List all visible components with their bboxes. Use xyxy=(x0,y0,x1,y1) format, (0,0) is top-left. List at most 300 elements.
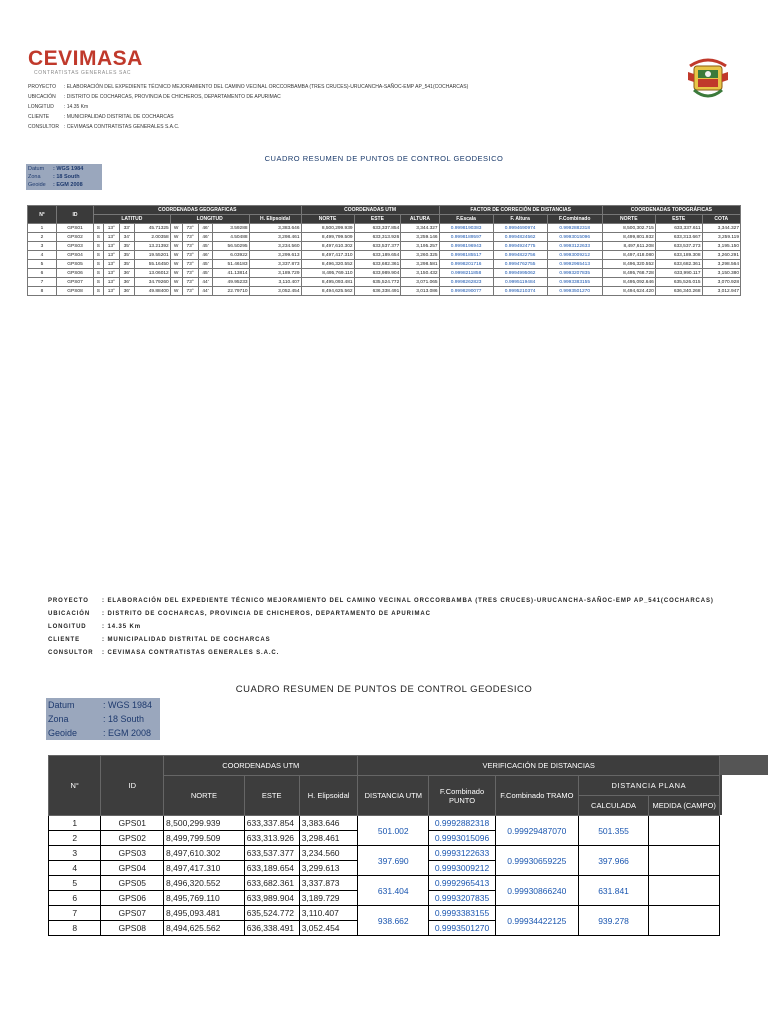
cell-fcombinado: 0.9993383155 xyxy=(547,278,602,287)
col-n: N° xyxy=(49,756,101,816)
cell-id: GPS02 xyxy=(101,831,164,846)
cell-tnorte: 8,497,418.080 xyxy=(602,251,655,260)
cell-lon-sec: 51.46183 xyxy=(213,260,249,269)
col-verification: VERIFICACIÓN DE DISTANCIAS xyxy=(358,756,720,776)
info-row xyxy=(28,124,468,130)
cell-este: 635,524.772 xyxy=(244,906,299,921)
cell-id: GPS05 xyxy=(57,260,94,269)
cell-lon-deg: 73° xyxy=(182,260,198,269)
cell-norte: 8,495,769.110 xyxy=(164,891,245,906)
cell-este: 633,682.361 xyxy=(354,260,401,269)
info-row xyxy=(48,636,714,644)
cell-fescala: 0.9998185517 xyxy=(439,251,493,260)
table-row xyxy=(28,242,741,251)
cell-lat-deg: 13° xyxy=(103,278,119,287)
col-altura: ALTURA xyxy=(401,215,439,224)
datum-value: : EGM 2008 xyxy=(103,728,152,738)
cell-he: 3,189.729 xyxy=(299,891,358,906)
cell-lat-min: 35' xyxy=(119,251,134,260)
info-label: CONSULTOR xyxy=(48,650,94,656)
info-value: : CEVIMASA CONTRATISTAS GENERALES S.A.C. xyxy=(102,650,280,656)
cell-este: 633,313.926 xyxy=(354,233,401,242)
table-row xyxy=(49,846,720,861)
cell-n: 5 xyxy=(49,876,101,891)
col-este: ESTE xyxy=(244,776,299,816)
col-norte: NORTE xyxy=(301,215,354,224)
cell-lon-deg: 73° xyxy=(182,278,198,287)
cell-medida xyxy=(649,876,720,906)
cell-n: 4 xyxy=(28,251,57,260)
cell-este: 633,313.926 xyxy=(244,831,299,846)
cell-n: 6 xyxy=(49,891,101,906)
info-value: : CEVIMASA CONTRATISTAS GENERALES S.A.C. xyxy=(64,124,180,130)
cell-lon-hem: W xyxy=(170,287,182,296)
cell-lon-hem: W xyxy=(170,278,182,287)
cell-altura: 3,195.257 xyxy=(401,242,439,251)
table-row xyxy=(49,876,720,891)
cell-lat-deg: 13° xyxy=(103,251,119,260)
col-lat: LATITUD xyxy=(94,215,171,224)
cell-lat-sec: 49.88400 xyxy=(134,287,170,296)
cell-lat-deg: 13° xyxy=(103,287,119,296)
info-row xyxy=(28,84,468,90)
cell-lon-hem: W xyxy=(170,251,182,260)
cell-lat-sec: 55.16450 xyxy=(134,260,170,269)
cell-este: 636,338.491 xyxy=(244,921,299,936)
info-value: : MUNICIPALIDAD DISTRITAL DE COCHARCAS xyxy=(102,637,271,643)
cell-este: 633,537.377 xyxy=(244,846,299,861)
col-factor: FACTOR DE CORRECIÓN DE DISTANCIAS xyxy=(439,206,602,215)
cell-fcomb-punto: 0.9993501270 xyxy=(429,921,496,936)
cell-cota: 3,012.947 xyxy=(702,287,740,296)
datum-box xyxy=(26,164,102,190)
info-value: : 14.35 Km xyxy=(102,624,142,630)
cell-altura: 3,071.065 xyxy=(401,278,439,287)
distance-table-body xyxy=(49,816,720,936)
cell-lat-deg: 13° xyxy=(103,260,119,269)
page-title: CUADRO RESUMEN DE PUNTOS DE CONTROL GEODESICO xyxy=(264,154,504,163)
cell-calculada: 397.966 xyxy=(578,846,649,876)
cell-lat-sec: 2.00358 xyxy=(134,233,170,242)
cell-este: 633,682.361 xyxy=(244,876,299,891)
cell-lat-sec: 19.55201 xyxy=(134,251,170,260)
cell-fcomb-tramo: 0.99930866240 xyxy=(495,876,578,906)
cell-id: GPS03 xyxy=(101,846,164,861)
logo-tagline: CONTRATISTAS GENERALES SAC xyxy=(34,70,132,76)
cell-norte: 8,496,320.552 xyxy=(164,876,245,891)
cell-teste: 636,340.268 xyxy=(655,287,702,296)
cell-n: 2 xyxy=(28,233,57,242)
cell-n: 1 xyxy=(49,816,101,831)
cell-fescala: 0.9998196943 xyxy=(439,242,493,251)
col-geo: COORDENADAS GEOGRAFICAS xyxy=(94,206,302,215)
cell-lon-sec: 49.95233 xyxy=(213,278,249,287)
info-value: : DISTRITO DE COCHARCAS, PROVINCIA DE CHICHEROS, DEPARTAMENTO DE APURIMAC xyxy=(102,611,431,617)
cell-calculada: 501.355 xyxy=(578,816,649,846)
cell-fcomb-punto: 0.9992882318 xyxy=(429,816,496,831)
cell-lat-hem: S xyxy=(94,233,104,242)
cell-id: GPS01 xyxy=(101,816,164,831)
cell-lon-min: 46' xyxy=(198,233,213,242)
info-row xyxy=(48,649,714,657)
datum-box-2 xyxy=(46,698,160,740)
datum-key: Zona xyxy=(48,714,69,724)
info-label: PROYECTO xyxy=(48,598,89,604)
info-value: : ELABORACIÓN DEL EXPEDIENTE TÉCNICO MEJORAMIENTO DEL CAMINO VECINAL ORCCORBAMBA (TRES CRUCES)-URUCANCHA-SAÑOC-EMP AP_541(COCHARCAS) xyxy=(102,598,714,604)
datum-value: : EGM 2008 xyxy=(53,182,83,188)
col-medida: MEDIDA (CAMPO) xyxy=(649,796,720,816)
cell-id: GPS06 xyxy=(101,891,164,906)
cell-fcomb-punto: 0.9993122633 xyxy=(429,846,496,861)
cell-fcomb-punto: 0.9992965413 xyxy=(429,876,496,891)
datum-value: : 18 South xyxy=(103,714,145,724)
col-dist-utm: DISTANCIA UTM xyxy=(358,776,429,816)
cell-id: GPS08 xyxy=(57,287,94,296)
table-row xyxy=(49,906,720,921)
cell-norte: 8,495,093.481 xyxy=(164,906,245,921)
municipal-seal-icon xyxy=(684,52,732,102)
cell-fcomb-punto: 0.9993009212 xyxy=(429,861,496,876)
cell-lon-sec: 41.13814 xyxy=(213,269,249,278)
cell-lat-min: 33' xyxy=(119,224,134,233)
col-fcomb-punto: F.Combinado PUNTO xyxy=(429,776,496,816)
cell-fcomb-punto: 0.9993015096 xyxy=(429,831,496,846)
cell-lon-min: 45' xyxy=(198,242,213,251)
cell-cota: 3,259.119 xyxy=(702,233,740,242)
cell-altura: 3,344.327 xyxy=(401,224,439,233)
cell-norte: 8,494,625.562 xyxy=(301,287,354,296)
cell-n: 5 xyxy=(28,260,57,269)
cell-teste: 635,526.015 xyxy=(655,278,702,287)
distance-verification-table xyxy=(48,755,720,936)
info-value: : DISTRITO DE COCHARCAS, PROVINCIA DE CHICHEROS, DEPARTAMENTO DE APURIMAC xyxy=(64,94,281,100)
cell-he: 3,337.873 xyxy=(299,876,358,891)
company-logo xyxy=(28,48,143,76)
cell-este: 633,989.904 xyxy=(244,891,299,906)
cell-medida xyxy=(649,846,720,876)
datum-key: Datum xyxy=(48,700,75,710)
cell-fcomb-punto: 0.9993207835 xyxy=(429,891,496,906)
cell-id: GPS07 xyxy=(57,278,94,287)
cell-fescala: 0.9998201716 xyxy=(439,260,493,269)
col-lon: LONGITUD xyxy=(170,215,249,224)
cell-cota: 3,070.928 xyxy=(702,278,740,287)
project-info xyxy=(28,84,468,130)
cell-n: 8 xyxy=(28,287,57,296)
cell-lon-hem: W xyxy=(170,269,182,278)
info-label: CLIENTE xyxy=(48,637,80,643)
cell-he: 3,299.613 xyxy=(299,861,358,876)
table-row xyxy=(28,287,741,296)
info-row xyxy=(48,623,714,631)
info-label: LONGITUD xyxy=(28,104,54,110)
cell-fcombinado: 0.9992965413 xyxy=(547,260,602,269)
info-label: UBICACIÓN xyxy=(48,611,91,617)
cell-faltura: 0.9994995062 xyxy=(493,269,547,278)
cell-lon-deg: 73° xyxy=(182,251,198,260)
cell-cota: 3,298.564 xyxy=(702,260,740,269)
cell-he: 3,110.407 xyxy=(299,906,358,921)
cell-lat-deg: 13° xyxy=(103,269,119,278)
cell-norte: 8,495,769.110 xyxy=(301,269,354,278)
col-este: ESTE xyxy=(354,215,401,224)
cell-fcomb-tramo: 0.99934422125 xyxy=(495,906,578,936)
cell-fcombinado: 0.9993122633 xyxy=(547,242,602,251)
cell-lat-deg: 13° xyxy=(103,224,119,233)
col-he: H. Elipsoidal xyxy=(299,776,358,816)
cell-he: 3,110.407 xyxy=(249,278,301,287)
cell-lon-min: 45' xyxy=(198,269,213,278)
logo-name: CEVIMASA xyxy=(28,47,143,70)
cell-he: 3,298.461 xyxy=(249,233,301,242)
cell-lat-hem: S xyxy=(94,269,104,278)
cell-faltura: 0.9994824562 xyxy=(493,233,547,242)
cell-fescala: 0.9998190383 xyxy=(439,224,493,233)
col-utm: COORDENADAS UTM xyxy=(164,756,358,776)
cell-tnorte: 8,495,768.728 xyxy=(602,269,655,278)
geodesic-table xyxy=(27,205,741,296)
cell-he: 3,189.729 xyxy=(249,269,301,278)
cell-n: 2 xyxy=(49,831,101,846)
cell-lon-min: 46' xyxy=(198,224,213,233)
info-label: CONSULTOR xyxy=(28,124,59,130)
cell-id: GPS06 xyxy=(57,269,94,278)
cell-este: 633,537.377 xyxy=(354,242,401,251)
cell-norte: 8,500,299.939 xyxy=(301,224,354,233)
cell-faltura: 0.9995119484 xyxy=(493,278,547,287)
cell-este: 636,338.491 xyxy=(354,287,401,296)
cell-este: 633,189.654 xyxy=(244,861,299,876)
cell-n: 8 xyxy=(49,921,101,936)
cell-he: 3,052.454 xyxy=(249,287,301,296)
cell-fcombinado: 0.9993207835 xyxy=(547,269,602,278)
cell-cota: 3,260.291 xyxy=(702,251,740,260)
cell-tnorte: 8,500,302.715 xyxy=(602,224,655,233)
cell-norte: 8,497,610.302 xyxy=(164,846,245,861)
cell-teste: 633,189.308 xyxy=(655,251,702,260)
info-label: CLIENTE xyxy=(28,114,50,120)
info-row xyxy=(28,104,468,110)
cell-faltura: 0.9995210374 xyxy=(493,287,547,296)
info-value: : MUNICIPALIDAD DISTRITAL DE COCHARCAS xyxy=(64,114,174,120)
cell-lat-deg: 13° xyxy=(103,233,119,242)
cell-he: 3,234.560 xyxy=(299,846,358,861)
table-row xyxy=(28,251,741,260)
col-calculada: CALCULADA xyxy=(578,796,649,816)
cell-norte: 8,497,417.310 xyxy=(164,861,245,876)
cell-medida xyxy=(649,816,720,846)
cell-lon-min: 46' xyxy=(198,251,213,260)
cell-altura: 3,259.146 xyxy=(401,233,439,242)
cell-lat-min: 34' xyxy=(119,233,134,242)
cell-lat-sec: 13.06012 xyxy=(134,269,170,278)
cell-altura: 3,150.432 xyxy=(401,269,439,278)
cell-teste: 633,682.361 xyxy=(655,260,702,269)
info-value: : ELABORACIÓN DEL EXPEDIENTE TÉCNICO MEJORAMIENTO DEL CAMINO VECINAL ORCCORBAMBA (TRES CRUCES)-URUCANCHA-SAÑOC-EMP AP_541(COCHARCAS) xyxy=(64,84,469,90)
cell-lon-min: 44' xyxy=(198,287,213,296)
cell-id: GPS04 xyxy=(101,861,164,876)
table-row xyxy=(28,224,741,233)
cell-norte: 8,497,417.310 xyxy=(301,251,354,260)
cell-lon-hem: W xyxy=(170,233,182,242)
cell-tnorte: 8,499,801.932 xyxy=(602,233,655,242)
cell-este: 633,989.904 xyxy=(354,269,401,278)
cell-lon-sec: 56.50295 xyxy=(213,242,249,251)
info-label: LONGITUD xyxy=(48,624,87,630)
col-utm: COORDENADAS UTM xyxy=(301,206,439,215)
cell-norte: 8,499,799.509 xyxy=(301,233,354,242)
cell-teste: 633,337.611 xyxy=(655,224,702,233)
cell-lon-min: 44' xyxy=(198,278,213,287)
info-label: PROYECTO xyxy=(28,84,56,90)
cell-teste: 633,990.117 xyxy=(655,269,702,278)
cell-lon-deg: 73° xyxy=(182,224,198,233)
cell-lat-min: 35' xyxy=(119,260,134,269)
cell-lon-hem: W xyxy=(170,260,182,269)
cell-medida xyxy=(649,906,720,936)
table-row xyxy=(28,278,741,287)
datum-key: Geoide xyxy=(48,728,78,738)
cell-lat-min: 36' xyxy=(119,287,134,296)
cell-dist-utm: 938.662 xyxy=(358,906,429,936)
col-fescala: F.Escala xyxy=(439,215,493,224)
col-id: ID xyxy=(101,756,164,816)
geodesic-table-body xyxy=(28,224,741,296)
cell-he: 3,234.560 xyxy=(249,242,301,251)
cell-id: GPS01 xyxy=(57,224,94,233)
cell-faltura: 0.9994690974 xyxy=(493,224,547,233)
col-fcomb-tramo: F.Combinado TRAMO xyxy=(495,776,578,816)
cell-n: 1 xyxy=(28,224,57,233)
col-fcombinado: F.Combinado xyxy=(547,215,602,224)
header-extension-edge xyxy=(720,775,722,815)
col-id: ID xyxy=(57,206,94,224)
col-cota: COTA xyxy=(702,215,740,224)
cell-este: 635,524.772 xyxy=(354,278,401,287)
cell-lon-deg: 73° xyxy=(182,287,198,296)
cell-fescala: 0.9998290077 xyxy=(439,287,493,296)
cell-he: 3,383.646 xyxy=(249,224,301,233)
cell-fcombinado: 0.9992882318 xyxy=(547,224,602,233)
cell-lat-sec: 34.79260 xyxy=(134,278,170,287)
cell-he: 3,299.613 xyxy=(249,251,301,260)
cell-lon-deg: 73° xyxy=(182,242,198,251)
cell-lat-min: 35' xyxy=(119,242,134,251)
col-he: H. Elipsoidal xyxy=(249,215,301,224)
cell-cota: 3,344.327 xyxy=(702,224,740,233)
cell-norte: 8,499,799.509 xyxy=(164,831,245,846)
table-row xyxy=(28,269,741,278)
info-row xyxy=(48,597,714,605)
datum-value: : 18 South xyxy=(53,174,80,180)
cell-fescala: 0.9998211858 xyxy=(439,269,493,278)
cell-este: 633,337.854 xyxy=(244,816,299,831)
cell-dist-utm: 397.690 xyxy=(358,846,429,876)
cell-fcombinado: 0.9993501270 xyxy=(547,287,602,296)
cell-fescala: 0.9998189597 xyxy=(439,233,493,242)
cell-id: GPS07 xyxy=(101,906,164,921)
cell-id: GPS02 xyxy=(57,233,94,242)
table-row xyxy=(49,816,720,831)
cell-he: 3,337.873 xyxy=(249,260,301,269)
cell-cota: 3,195.150 xyxy=(702,242,740,251)
cell-lat-min: 36' xyxy=(119,269,134,278)
col-tnorte: NORTE xyxy=(602,215,655,224)
cell-cota: 3,150.380 xyxy=(702,269,740,278)
cell-altura: 3,298.581 xyxy=(401,260,439,269)
cell-lon-deg: 73° xyxy=(182,269,198,278)
cell-lon-sec: 22.79710 xyxy=(213,287,249,296)
cell-lon-sec: 4.50488 xyxy=(213,233,249,242)
cell-tnorte: 8,494,624.420 xyxy=(602,287,655,296)
cell-lat-hem: S xyxy=(94,242,104,251)
cell-altura: 3,013.086 xyxy=(401,287,439,296)
cell-lat-sec: 13.21392 xyxy=(134,242,170,251)
cell-lat-deg: 13° xyxy=(103,242,119,251)
cell-este: 633,189.654 xyxy=(354,251,401,260)
cell-lat-hem: S xyxy=(94,224,104,233)
cell-lat-hem: S xyxy=(94,260,104,269)
datum-key: Datum xyxy=(28,166,45,172)
info-row xyxy=(28,114,468,120)
cell-faltura: 0.9994822756 xyxy=(493,251,547,260)
header-extension xyxy=(720,755,768,775)
cell-lon-sec: 3.59288 xyxy=(213,224,249,233)
table-row xyxy=(28,233,741,242)
cell-n: 7 xyxy=(28,278,57,287)
cell-tnorte: 8,497,611.208 xyxy=(602,242,655,251)
cell-norte: 8,500,299.939 xyxy=(164,816,245,831)
cell-id: GPS08 xyxy=(101,921,164,936)
info-row xyxy=(28,94,468,100)
cell-fescala: 0.9998262823 xyxy=(439,278,493,287)
cell-fcomb-punto: 0.9993383155 xyxy=(429,906,496,921)
cell-id: GPS04 xyxy=(57,251,94,260)
cell-lon-deg: 73° xyxy=(182,233,198,242)
cell-lon-min: 45' xyxy=(198,260,213,269)
cell-altura: 3,260.325 xyxy=(401,251,439,260)
cell-tnorte: 8,495,092.646 xyxy=(602,278,655,287)
cell-norte: 8,495,093.481 xyxy=(301,278,354,287)
info-row xyxy=(48,610,714,618)
cell-he: 3,052.454 xyxy=(299,921,358,936)
cell-faltura: 0.9994924775 xyxy=(493,242,547,251)
cell-este: 633,337.854 xyxy=(354,224,401,233)
cell-he: 3,298.461 xyxy=(299,831,358,846)
cell-lon-sec: 6.03922 xyxy=(213,251,249,260)
table-row xyxy=(28,260,741,269)
datum-value: : WGS 1984 xyxy=(103,700,153,710)
cell-n: 7 xyxy=(49,906,101,921)
cell-n: 4 xyxy=(49,861,101,876)
col-teste: ESTE xyxy=(655,215,702,224)
cell-he: 3,383.646 xyxy=(299,816,358,831)
col-faltura: F. Altura xyxy=(493,215,547,224)
datum-key: Geoide xyxy=(28,182,46,188)
project-info-2 xyxy=(48,597,714,657)
cell-id: GPS05 xyxy=(101,876,164,891)
cell-lon-hem: W xyxy=(170,242,182,251)
col-n: N° xyxy=(28,206,57,224)
datum-key: Zona xyxy=(28,174,41,180)
col-topo: COORDENADAS TOPOGRÁFICAS xyxy=(602,206,740,215)
section-title-2: CUADRO RESUMEN DE PUNTOS DE CONTROL GEODESICO xyxy=(235,684,533,695)
cell-calculada: 939.278 xyxy=(578,906,649,936)
cell-lat-min: 36' xyxy=(119,278,134,287)
info-value: : 14.35 Km xyxy=(64,104,89,110)
cell-fcombinado: 0.9993015096 xyxy=(547,233,602,242)
cell-dist-utm: 501.002 xyxy=(358,816,429,846)
